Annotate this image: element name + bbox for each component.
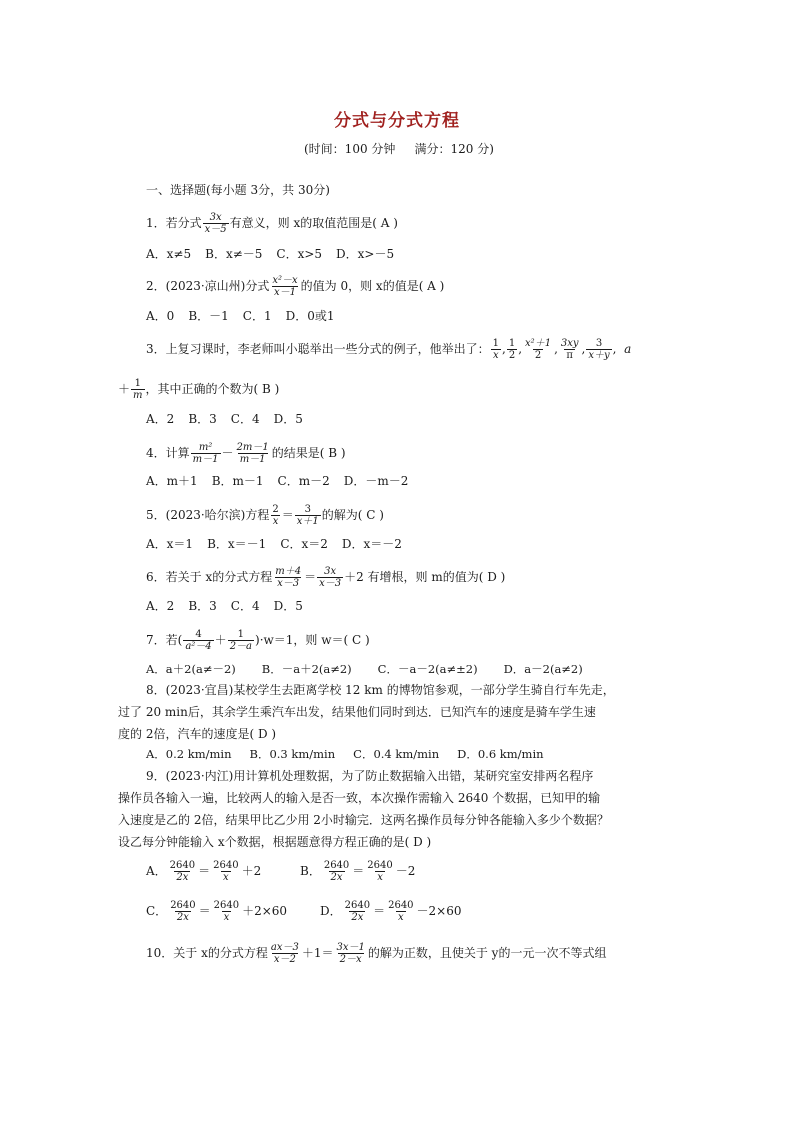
- q5-text-post: 的解为( C ): [321, 508, 384, 522]
- option-b-fraction-1: [322, 860, 351, 883]
- q1-options: [146, 246, 408, 262]
- q6-operator: ＝: [304, 570, 317, 584]
- q3-f2-denominator: 2: [508, 350, 516, 361]
- q10-text-pre: 10．关于 x的分式方程: [146, 946, 268, 960]
- option-b-label: B．: [300, 864, 321, 878]
- q5-fraction-1: [270, 504, 280, 527]
- document-subtitle: (时间：100 分钟 满分：120 分): [304, 142, 494, 156]
- q10-operator: ＋1＝: [301, 946, 334, 960]
- q3-f6-numerator: 1: [134, 378, 141, 389]
- q4-operator: －: [221, 446, 234, 460]
- option-b: B．x＝－1: [207, 537, 267, 551]
- option-d: D．x＝－2: [341, 537, 402, 551]
- option-b: B．3: [188, 412, 217, 426]
- q3-f3-numerator: x²＋1: [525, 338, 552, 349]
- option-d-f2-numerator: 2640: [388, 900, 414, 911]
- q5-f1-denominator: x: [272, 516, 279, 527]
- q2-fraction-denominator: x－1: [274, 287, 297, 298]
- q4-f1-numerator: m²: [198, 442, 213, 453]
- option-d: D．5: [273, 599, 303, 613]
- option-c-equals: ＝: [198, 904, 211, 918]
- q4-f1-denominator: m－1: [192, 454, 219, 465]
- option-b-fraction-2: [365, 860, 394, 883]
- q1-text-pre: 1．若分式: [146, 216, 202, 230]
- option-c-f2-denominator: x: [223, 912, 230, 923]
- q7-f1-numerator: 4: [195, 629, 202, 640]
- q3-fraction-2: [507, 338, 517, 361]
- option-a: A．m＋1: [146, 474, 198, 488]
- option-b-f1-denominator: 2x: [330, 872, 343, 883]
- q5-f2-denominator: x＋1: [296, 516, 319, 527]
- option-a-equals: ＝: [198, 864, 211, 878]
- option-a: [146, 860, 286, 883]
- option-c-f1-denominator: 2x: [176, 912, 189, 923]
- option-c-fraction-2: [212, 900, 241, 923]
- q10-f1-denominator: x－2: [273, 954, 296, 965]
- q5-operator: ＝: [281, 508, 294, 522]
- q3-line2-pre: ＋: [118, 382, 131, 396]
- q10-f2-numerator: 3x－1: [336, 942, 365, 953]
- option-b-f1-numerator: 2640: [323, 860, 350, 871]
- q1-text-post: 有意义，则 x的取值范围是( A ): [229, 216, 398, 230]
- option-a-label: A．: [146, 864, 167, 878]
- q7-options: [146, 661, 597, 677]
- option-a-f1-numerator: 2640: [169, 860, 196, 871]
- option-c: C．x＝2: [280, 537, 328, 551]
- q9-line-2: 操作员各输入一遍，比较两人的输入是否一致，本次操作需输入 2640 个数据，已知甲的输: [118, 791, 601, 805]
- q6-text-pre: 6．若关于 x的分式方程: [146, 570, 273, 584]
- q2-fraction: [270, 275, 299, 298]
- option-d-f1-numerator: 2640: [344, 900, 371, 911]
- q8-line-3: 度的 2倍，汽车的速度是( D ): [118, 727, 277, 741]
- q9-line-4: 设乙每分钟能输入 x个数据，根据题意得方程正确的是( D ): [118, 835, 432, 849]
- option-c: C．4: [230, 412, 260, 426]
- q6-f1-denominator: x－3: [277, 578, 300, 589]
- q4-text-pre: 4．计算: [146, 446, 190, 460]
- option-a-fraction-2: [211, 860, 240, 883]
- q8-options: [146, 746, 558, 762]
- q2-text-pre: 2．(2023·凉山州)分式: [146, 279, 270, 293]
- option-c: C．4: [230, 599, 260, 613]
- q2-text-post: 的值为 0，则 x的值是( A ): [300, 279, 445, 293]
- option-d: [320, 900, 462, 923]
- q3-f4-denominator: π: [566, 350, 573, 361]
- option-d-fraction-2: [386, 900, 415, 923]
- q10-fraction-2: [334, 942, 366, 965]
- q6-fraction-1: [273, 566, 303, 589]
- option-b: B．x≠－5: [205, 247, 263, 261]
- q10-f2-denominator: 2－x: [339, 954, 362, 965]
- option-b-f2-numerator: 2640: [367, 860, 393, 871]
- q3-fraction-6: [131, 378, 144, 401]
- q3-f1-numerator: 1: [492, 338, 500, 349]
- option-c: C．m－2: [277, 474, 330, 488]
- option-d-tail: －2×60: [416, 904, 462, 918]
- document-title: 分式与分式方程: [334, 111, 460, 131]
- q1-fraction-numerator: 3x: [209, 212, 222, 223]
- q3-options: [146, 411, 317, 427]
- q3-fraction-4: [559, 338, 581, 361]
- q7-text-post: )·w＝1，则 w＝( C ): [255, 633, 370, 647]
- q7-operator: ＋: [214, 633, 227, 647]
- option-d: D．0或1: [285, 309, 335, 323]
- q9-options-row-2: [146, 900, 476, 923]
- option-d: D．0.6 km/min: [457, 747, 544, 761]
- question-2: [146, 275, 444, 298]
- option-c-fraction-1: [168, 900, 197, 923]
- q7-fraction-2: [228, 629, 254, 652]
- q10-f1-numerator: ax－3: [270, 942, 299, 953]
- q7-fraction-1: [183, 629, 213, 652]
- q7-f2-denominator: 2－a: [229, 641, 253, 652]
- q3-fraction-5: [586, 338, 611, 361]
- q6-f2-denominator: x－3: [319, 578, 342, 589]
- option-b-f2-denominator: x: [377, 872, 383, 883]
- q9-line-1: 9．(2023·内江)用计算机处理数据，为了防止数据输入出错，某研究室安排两名程序: [146, 769, 594, 783]
- option-d-f1-denominator: 2x: [351, 912, 364, 923]
- option-c: C．－a－2(a≠±2): [377, 662, 478, 676]
- option-a-f1-denominator: 2x: [176, 872, 189, 883]
- question-7: [146, 629, 370, 652]
- option-a: A．x≠5: [146, 247, 192, 261]
- option-d-label: D．: [320, 904, 342, 918]
- option-a-fraction-1: [168, 860, 197, 883]
- option-a: A．0: [146, 309, 175, 323]
- q1-fraction: [203, 212, 229, 235]
- option-b: [300, 860, 415, 883]
- q4-fraction-2: [235, 442, 271, 465]
- q3-f2-numerator: 1: [508, 338, 516, 349]
- q4-text-post: 的结果是( B ): [271, 446, 346, 460]
- option-a-tail: ＋2: [241, 864, 262, 878]
- q9-options-row-1: [146, 860, 429, 883]
- option-b: B．－a＋2(a≠2): [261, 662, 352, 676]
- q3-line2-post: ，其中正确的个数为( B ): [145, 382, 280, 396]
- option-d-f2-denominator: x: [398, 912, 404, 923]
- q2-options: [146, 308, 349, 324]
- option-b: B．m－1: [211, 474, 264, 488]
- q5-f1-numerator: 2: [272, 504, 279, 515]
- q3-f6-denominator: m: [133, 390, 143, 401]
- question-3: 3．上复习课时，李老师叫小聪举出一些分式的例子，他举出了： $\frac{1}{x}$ , $\frac{1}{2}$ , $\frac{\text{x²＋1}}{2}$ , $\frac{3xy}{\pi}$ , $\frac{3}{x+y}$ , a: [146, 338, 632, 361]
- option-a: A．0.2 km/min: [146, 747, 232, 761]
- q4-options: [146, 473, 422, 489]
- q5-text-pre: 5．(2023·哈尔滨)方程: [146, 508, 270, 522]
- q3-text-pre: 3．上复习课时，李老师叫小聪举出一些分式的例子，他举出了：: [146, 342, 490, 356]
- option-a: A．2: [146, 599, 175, 613]
- section-heading: 一、选择题(每小题 3分，共 30分): [146, 183, 330, 197]
- q6-f2-numerator: 3x: [324, 566, 337, 577]
- option-d: D．－m－2: [343, 474, 409, 488]
- option-c-f2-numerator: 2640: [213, 900, 240, 911]
- q3-f5-numerator: 3: [595, 338, 603, 349]
- question-6: [146, 566, 505, 589]
- option-a: A．2: [146, 412, 175, 426]
- q8-line-2: 过了 20 min后，其余学生乘汽车出发，结果他们同时到达．已知汽车的速度是骑车学生速: [118, 705, 596, 719]
- q6-text-post: ＋2 有增根，则 m的值为( D ): [344, 570, 506, 584]
- q1-fraction-denominator: x－5: [204, 224, 227, 235]
- option-c-label: C．: [146, 904, 168, 918]
- q6-options: [146, 598, 317, 614]
- option-c-f1-numerator: 2640: [170, 900, 196, 911]
- option-b-equals: ＝: [352, 864, 365, 878]
- option-d: D．x>－5: [336, 247, 395, 261]
- q4-f2-numerator: 2m－1: [236, 442, 269, 453]
- q6-fraction-2: [317, 566, 343, 589]
- q3-f1-denominator: x: [493, 350, 499, 361]
- question-1: [146, 212, 398, 235]
- q8-line-1: 8．(2023·宜昌)某校学生去距离学校 12 km 的博物馆参观，一部分学生骑自行车先走，: [146, 683, 615, 697]
- question-5: [146, 504, 384, 527]
- option-a: A．a＋2(a≠－2): [146, 662, 236, 676]
- question-3-continued: [118, 378, 279, 401]
- q10-text-post: 的解为正数，且使关于 y的一元一次不等式组: [367, 946, 607, 960]
- option-d: D．5: [273, 412, 303, 426]
- q10-fraction-1: [269, 942, 301, 965]
- option-c: [146, 900, 306, 923]
- option-a: A．x＝1: [146, 537, 194, 551]
- q6-f1-numerator: m＋4: [275, 566, 302, 577]
- question-4: [146, 442, 346, 465]
- option-d-fraction-1: [343, 900, 372, 923]
- option-b: B．0.3 km/min: [249, 747, 336, 761]
- question-10: [146, 942, 606, 965]
- option-d-equals: ＝: [373, 904, 386, 918]
- option-b: B．3: [188, 599, 217, 613]
- option-d: D．a－2(a≠2): [503, 662, 583, 676]
- q3-fraction-3: [523, 338, 553, 361]
- option-c-tail: ＋2×60: [242, 904, 288, 918]
- q3-f5-denominator: x＋y: [588, 350, 610, 361]
- q5-fraction-2: [295, 504, 321, 527]
- q2-fraction-numerator: x²－x: [272, 275, 298, 286]
- option-c: C．1: [242, 309, 272, 323]
- q3-f3-denominator: 2: [534, 350, 542, 361]
- option-b-tail: －2: [395, 864, 416, 878]
- option-a-f2-denominator: x: [223, 872, 229, 883]
- q5-f2-numerator: 3: [304, 504, 311, 515]
- option-b: B．－1: [188, 309, 229, 323]
- q4-fraction-1: [191, 442, 221, 465]
- q7-f1-denominator: a²－4: [185, 641, 212, 652]
- q5-options: [146, 536, 416, 552]
- q3-fraction-1: [491, 338, 501, 361]
- option-a-f2-numerator: 2640: [213, 860, 239, 871]
- q9-line-3: 入速度是乙的 2倍，结果甲比乙少用 2小时输完．这两名操作员每分钟各能输入多少个数据？: [118, 813, 609, 827]
- option-c: C．0.4 km/min: [353, 747, 440, 761]
- q7-text-pre: 7．若(: [146, 633, 183, 647]
- q3-tail: a: [624, 342, 632, 356]
- q4-f2-denominator: m－1: [239, 454, 266, 465]
- q3-f4-numerator: 3xy: [560, 338, 579, 349]
- option-c: C．x>5: [276, 247, 323, 261]
- q7-f2-numerator: 1: [237, 629, 245, 640]
